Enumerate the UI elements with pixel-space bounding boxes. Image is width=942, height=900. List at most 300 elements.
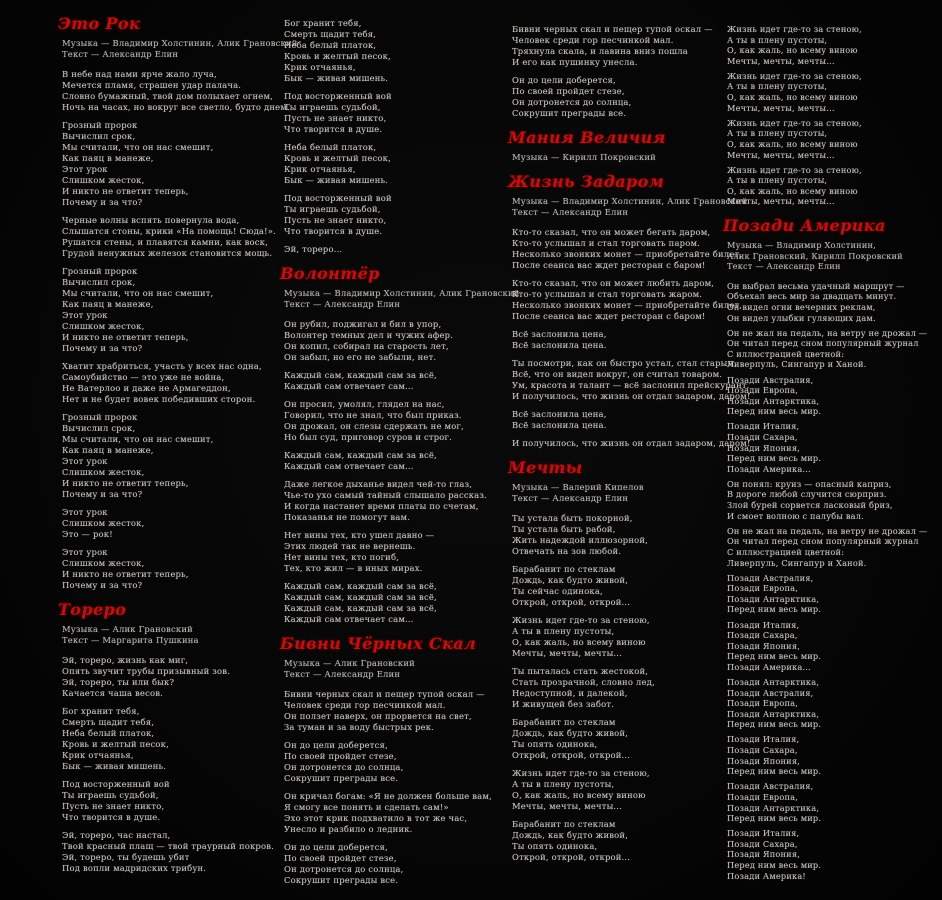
lyric-line: Вычислил срок, [62, 131, 136, 141]
lyric-line: Бог хранит тебя, [62, 706, 140, 716]
stanza [284, 319, 494, 363]
lyric-line: И никто не ответит теперь, [62, 478, 189, 488]
lyric-line: Позади Сахара, [727, 745, 798, 756]
lyric-line: Барабанит по стеклам [512, 717, 616, 727]
lyric-line: Всё заслонила цена, [512, 329, 607, 339]
stanza [62, 361, 272, 405]
lyric-line: Крик отчаянья, [62, 750, 134, 760]
lyric-line: Ты посмотри, как он быстро устал, стал старым, [512, 358, 738, 368]
lyric-line: Мечты, мечты, мечты... [512, 801, 623, 811]
lyric-line: О, как жаль, но всему виною [727, 185, 858, 196]
lyric-line: О, как жаль, но всему виною [727, 92, 858, 103]
stanza [284, 740, 494, 784]
stanza [62, 830, 272, 874]
stanza [727, 573, 937, 615]
lyric-line: Мечты, мечты, мечты... [727, 55, 835, 66]
lyric-line: Открой, открой, открой... [512, 750, 631, 760]
lyric-line: Он забыл, но его не забыли, нет. [284, 352, 437, 362]
lyric-line: Перед ним весь мир. [727, 719, 822, 730]
stanza [284, 450, 494, 472]
lyric-line: О, как жаль, но всему виною [512, 790, 646, 800]
stanza [512, 717, 727, 761]
lyric-line: Этот урок [62, 164, 108, 174]
lyric-line: Перед ним весь мир. [727, 406, 822, 417]
lyric-line: Позади Америка... [727, 661, 811, 672]
lyric-line: Качается чаша весов. [62, 688, 163, 698]
song-credit-line: Музыка — Владимир Холстинин, Алик Грановский [512, 196, 748, 206]
lyric-line: Не Ватерлоо и даже не Армагеддон, [62, 383, 231, 393]
lyric-line: Жизнь идет где-то за стеною, [727, 24, 862, 34]
lyric-line: Позади Япония, [727, 442, 800, 453]
lyric-line: Сокрушит преграды все. [512, 108, 627, 118]
lyric-line: О, как жаль, но всему виною [727, 45, 858, 56]
stanza [727, 421, 937, 474]
lyric-line: Перед ним весь мир. [727, 859, 822, 870]
lyric-line: А ты в плену пустоты, [727, 81, 828, 92]
stanza [512, 819, 727, 863]
lyric-line: Позади Антарктика, [727, 676, 820, 687]
lyric-line: Самоубийство — это уже не война, [62, 372, 225, 382]
stanza [284, 842, 494, 886]
lyric-line: Сокрушит преграды все. [284, 875, 399, 885]
stanza [284, 193, 494, 237]
stanza [284, 581, 494, 625]
stanza [62, 412, 272, 500]
stanza [512, 666, 727, 710]
song-credits [284, 658, 494, 680]
lyric-line: Почему и за что? [62, 343, 143, 353]
lyric-line: Словно бумажный, твой дом полыхает огнем, [62, 91, 274, 101]
lyric-line: После сеанса вас ждет ресторан с баром! [512, 260, 706, 270]
lyric-line: Как паяц в манеже, [62, 153, 154, 163]
lyric-line: Эй, тореро, ты будешь убит [62, 852, 190, 862]
song-credit-line: Текст — Александр Елин [727, 261, 841, 272]
lyrics-column-3 [508, 24, 751, 870]
stanza [284, 142, 494, 186]
lyric-line: Ты опять одинока, [512, 739, 598, 749]
lyric-line: О, как жаль, но всему виною [512, 637, 646, 647]
lyric-line: Он просил, умолял, глядел на нас, [284, 399, 445, 409]
lyric-line: А ты в плену пустоты, [727, 175, 828, 186]
lyric-line: Позади Япония, [727, 640, 800, 651]
stanza [727, 734, 937, 776]
lyric-line: Пусть не знает никто, [284, 113, 387, 123]
stanza [512, 329, 727, 351]
stanza [727, 526, 937, 568]
lyric-line: Этот урок [62, 456, 108, 466]
song-credit-line: Текст — Александр Елин [62, 49, 179, 59]
lyric-line: И когда настанет время платы по счетам, [284, 501, 479, 511]
lyric-line: Каждый сам отвечает сам... [284, 461, 414, 471]
lyric-line: Это — рок! [62, 529, 113, 539]
lyric-line: Дождь, как будто живой, [512, 575, 629, 585]
lyric-line: Мечется пламя, страшен удар палача. [62, 80, 242, 90]
lyric-line: Говорил, что не знал, что был приказ. [284, 410, 462, 420]
song-title: Бивни Чёрных Скал [280, 634, 477, 653]
lyric-line: Что творится в душе. [284, 226, 383, 236]
lyric-line: Ты опять одинока, [512, 841, 598, 851]
lyric-line: Каждый сам, каждый сам за всё, [284, 450, 437, 460]
lyric-line: Кровь и желтый песок, [284, 153, 391, 163]
stanza [727, 165, 937, 207]
lyric-line: Позади Италия, [727, 421, 800, 432]
lyric-line: Слишком жесток, [62, 558, 145, 568]
lyric-line: С иллюстрацией цветной: [727, 546, 845, 557]
song-credit-line: Текст — Александр Елин [284, 669, 401, 679]
lyrics-column-4 [723, 24, 937, 886]
lyric-line: Этот урок [62, 507, 108, 517]
stanza [727, 281, 937, 323]
song-title: Это Рок [58, 14, 141, 33]
lyric-line: Мечты, мечты, мечты... [727, 196, 835, 207]
lyric-line: Позади Италия, [727, 619, 800, 630]
lyric-line: Почему и за что? [62, 197, 143, 207]
lyric-line: Открой, открой, открой... [512, 852, 631, 862]
lyric-line: И никто не ответит теперь, [62, 186, 189, 196]
lyric-line: Чье-то ухо самый тайный слышало рассказ. [284, 490, 487, 500]
lyric-line: Рушатся стены, и плавятся камни, как воск, [62, 237, 268, 247]
lyric-line: Всё, что он видел вокруг, он считал товаром. [512, 369, 723, 379]
lyric-line: Он до цели доберется, [284, 740, 388, 750]
lyric-line: Он ползет наверх, он прорвется на свет, [284, 711, 472, 721]
lyric-line: Что творится в душе. [284, 124, 383, 134]
lyric-line: Этот урок [62, 310, 108, 320]
lyric-line: И смоет волною с палубы вал. [727, 510, 864, 521]
lyric-line: Он дотронется до солнца, [284, 864, 404, 874]
stanza [512, 513, 727, 557]
lyric-line: Вычислил срок, [62, 423, 136, 433]
lyric-line: Мечты, мечты, мечты... [727, 149, 835, 160]
lyric-line: Нет вины тех, кто погиб, [284, 552, 400, 562]
song-credit-line: Музыка — Владимир Холстинин, [727, 240, 876, 250]
stanza [284, 244, 494, 255]
lyric-line: Позади Италия, [727, 828, 800, 839]
stanza [62, 706, 272, 772]
lyric-line: Объехал весь мир за двадцать минут. [727, 291, 897, 302]
lyric-line: Перед ним весь мир. [727, 766, 822, 777]
lyric-line: Ночь на часах, но вокруг все светло, будто днем. [62, 102, 290, 112]
lyric-line: Дождь, как будто живой, [512, 830, 629, 840]
lyric-line: Позади Сахара, [727, 838, 798, 849]
lyric-line: Несколько звонких монет — приобретайте билет, [512, 300, 743, 310]
lyric-line: Жизнь идет где-то за стеною, [727, 117, 862, 128]
lyric-line: По своей пройдет стезе, [284, 751, 397, 761]
stanza [62, 507, 272, 540]
lyric-line: Он понял: круиз — опасный каприз, [727, 478, 892, 489]
lyric-line: Он видел улыбки гуляющих дам. [727, 312, 876, 323]
lyric-line: Позади Антарктика, [727, 802, 820, 813]
lyric-line: Человек среди гор песчинкой мал. [512, 35, 674, 45]
lyric-line: С иллюстрацией цветной: [727, 348, 845, 359]
lyric-line: Кто-то сказал, что он может любить даром, [512, 278, 715, 288]
lyric-line: Он рубил, поджигал и бил в упор, [284, 319, 442, 329]
lyric-line: Жизнь идет где-то за стеною, [727, 164, 862, 175]
lyric-line: Ты играешь судьбой, [62, 790, 159, 800]
lyric-line: Крик отчаянья, [284, 62, 356, 72]
lyric-line: Эй, тореро, жизнь как миг, [62, 655, 189, 665]
lyric-line: Барабанит по стеклам [512, 819, 616, 829]
lyric-line: Неба белый платок, [62, 728, 155, 738]
lyric-line: Черные волны вспять повернула вода, [62, 215, 240, 225]
stanza [512, 564, 727, 608]
lyric-line: Позади Австралия, [727, 572, 814, 583]
lyric-line: Позади Европа, [727, 791, 799, 802]
stanza [512, 75, 727, 119]
stanza [512, 278, 743, 322]
lyric-line: Тряхнула скала, и лавина вниз пошла [512, 46, 688, 56]
lyric-line: Мечты, мечты, мечты... [727, 102, 835, 113]
stanza [62, 547, 272, 591]
lyric-line: О, как жаль, но всему виною [727, 138, 858, 149]
lyric-line: Он дотронется до солнца, [284, 762, 404, 772]
lyric-line: Он до цели доберется, [284, 842, 388, 852]
lyric-line: Отвечать на зов любой. [512, 546, 622, 556]
lyrics-column-1 [58, 12, 298, 881]
stanza [62, 779, 272, 823]
song-credit-line: Текст — Александр Елин [284, 299, 401, 309]
stanza [62, 655, 272, 699]
lyric-line: Жизнь идет где-то за стеною, [727, 70, 862, 81]
lyric-line: Каждый сам, каждый сам за всё, [284, 592, 437, 602]
lyric-line: Он видел огни вечерних реклам, [727, 301, 876, 312]
lyric-line: Открой, открой, открой... [512, 597, 631, 607]
stanza [284, 479, 494, 523]
stanza [284, 399, 494, 443]
stanza [284, 791, 494, 835]
lyric-line: Жизнь идет где-то за стеною, [512, 615, 650, 625]
song-credit-line: Текст — Александр Елин [512, 493, 629, 503]
song-credit-line: Музыка — Алик Грановский [284, 658, 415, 668]
lyric-line: Тех, кто жил — в иных мирах. [284, 563, 423, 573]
lyric-line: Ты устала быть покорной, [512, 513, 633, 523]
lyric-line: Унесло и разбило о ледник. [284, 824, 413, 834]
stanza [727, 328, 937, 370]
lyric-line: Этот урок [62, 547, 108, 557]
lyric-line: Грудой ненужных железок становится мощь. [62, 248, 273, 258]
lyric-line: Позади Австралия, [727, 374, 814, 385]
lyric-line: Нет и не будет вовек победивших сторон. [62, 394, 256, 404]
lyric-line: Позади Антарктика, [727, 395, 820, 406]
lyric-line: Сокрушит преграды все. [284, 773, 399, 783]
lyric-line: Под восторженный вой [284, 91, 392, 101]
lyric-line: Крик отчаянья, [284, 164, 356, 174]
lyric-line: А ты в плену пустоты, [512, 779, 615, 789]
lyric-line: Позади Сахара, [727, 630, 798, 641]
lyric-line: Позади Италия, [727, 734, 800, 745]
lyric-line: Бык — живая мишень. [284, 175, 389, 185]
lyric-line: Каждый сам, каждый сам за всё, [284, 603, 437, 613]
lyric-line: Хватит храбриться, участь у всех нас одна, [62, 361, 262, 371]
lyric-line: Он копил, собирал на старость лет, [284, 341, 449, 351]
lyric-line: Позади Антарктика, [727, 593, 820, 604]
lyric-line: Ум, красота и талант — всё заслонил прейскурант, [512, 380, 750, 390]
stanza [512, 438, 751, 449]
lyric-line: Мы считали, что он нас смешит, [62, 142, 214, 152]
lyric-line: Позади Япония, [727, 849, 800, 860]
lyric-line: Он читал перед сном популярный журнал [727, 536, 919, 547]
stanza [512, 409, 727, 431]
lyric-line: Вычислил срок, [62, 277, 136, 287]
lyric-line: Мечты, мечты, мечты... [512, 648, 623, 658]
song-credit-line: Музыка — Валерий Кипелов [512, 482, 644, 492]
stanza [284, 530, 494, 574]
song-credit-line: Текст — Маргарита Пушкина [62, 635, 199, 645]
lyric-line: А ты в плену пустоты, [727, 128, 828, 139]
lyric-line: Как паяц в манеже, [62, 445, 154, 455]
lyric-line: Он дрожал, он слезы сдержать не мог, [284, 421, 464, 431]
lyric-line: И получилось, что жизнь он отдал задаром, даром! [512, 391, 751, 401]
lyric-line: Бивни черных скал и пещер тупой оскал — [512, 24, 713, 34]
lyric-line: Бык — живая мишень. [284, 73, 389, 83]
song-credit-line: Музыка — Владимир Холстинин, Алик Грановский [62, 38, 298, 48]
stanza [512, 358, 751, 402]
lyric-line: Что творится в душе. [62, 812, 161, 822]
lyric-line: Позади Антарктика, [727, 708, 820, 719]
lyric-line: Кто-то услышал и стал торговать жаром. [512, 289, 703, 299]
song-title: Тореро [58, 600, 127, 619]
song-credit-line: Музыка — Алик Грановский [62, 624, 193, 634]
lyric-line: А ты в плену пустоты, [512, 626, 615, 636]
song-credit-line: Текст — Александр Елин [512, 207, 629, 217]
stanza [727, 71, 937, 113]
lyric-line: Каждый сам, каждый сам за всё, [284, 581, 437, 591]
lyric-line: По своей пройдет стезе, [284, 853, 397, 863]
lyric-line: Всё заслонила цена. [512, 340, 607, 350]
lyric-line: Эй, тореро, час настал, [62, 830, 171, 840]
song-credits [62, 624, 272, 646]
lyric-line: Мы считали, что он нас смешит, [62, 434, 214, 444]
lyric-line: Он кричал богам: «Я не должен больше вам, [284, 791, 492, 801]
lyric-line: Ты пыталась стать жестокой, [512, 666, 649, 676]
lyric-line: Позади Америка! [727, 870, 806, 881]
lyric-line: Позади Европа, [727, 385, 799, 396]
song-title: Мечты [508, 458, 583, 477]
lyric-line: Под восторженный вой [62, 779, 170, 789]
lyric-line: А ты в плену пустоты, [727, 34, 828, 45]
stanza [727, 781, 937, 823]
lyric-line: Перед ним весь мир. [727, 651, 822, 662]
song-credits [512, 196, 748, 218]
stanza [62, 215, 276, 259]
lyric-line: Всё заслонила цена, [512, 409, 607, 419]
song-credits [512, 482, 727, 504]
lyric-line: Каждый сам, каждый сам за всё, [284, 370, 437, 380]
lyric-line: Позади Европа, [727, 698, 799, 709]
lyric-line: Жизнь идет где-то за стеною, [512, 768, 650, 778]
lyric-line: Кто-то услышал и стал торговать паром. [512, 238, 701, 248]
lyric-line: Позади Австралия, [727, 781, 814, 792]
stanza [727, 24, 937, 66]
stanza [727, 677, 937, 730]
stanza [62, 266, 272, 354]
lyric-line: По своей пройдет стезе, [512, 86, 625, 96]
stanza [727, 479, 937, 521]
lyric-line: Он не жал на педаль, на ветру не дрожал — [727, 525, 928, 536]
lyric-line: Бык — живая мишень. [62, 761, 167, 771]
lyric-line: Грозный пророк [62, 266, 138, 276]
lyric-line: Человек среди гор песчинкой мал. [284, 700, 446, 710]
lyric-line: Бог хранит тебя, [284, 18, 362, 28]
stanza [512, 24, 727, 68]
stanza [727, 828, 937, 881]
lyric-line: Он до цели доберется, [512, 75, 616, 85]
lyric-line: Кровь и желтый песок, [284, 51, 391, 61]
lyric-line: В небе над нами ярче жало луча, [62, 69, 217, 79]
lyric-line: Каждый сам отвечает сам... [284, 381, 414, 391]
lyric-line: Жить надеждой иллюзорной, [512, 535, 649, 545]
lyric-line: Слишком жесток, [62, 175, 145, 185]
lyric-line: Ты устала быть рабой, [512, 524, 616, 534]
song-credits [284, 288, 520, 310]
lyrics-column-2 [280, 18, 520, 893]
lyric-line: Он читал перед сном популярный журнал [727, 338, 919, 349]
lyric-line: Позади Япония, [727, 755, 800, 766]
stanza [62, 69, 290, 113]
lyric-line: И живущей без забот. [512, 699, 615, 709]
lyric-line: Неба белый платок, [284, 142, 377, 152]
lyric-line: Этих людей так не вернешь. [284, 541, 416, 551]
lyric-line: Всё заслонила цена. [512, 420, 607, 430]
lyric-line: Мы считали, что он нас смешит, [62, 288, 214, 298]
lyric-line: Но был суд, приговор суров и строг. [284, 432, 452, 442]
lyric-line: И никто не ответит теперь, [62, 569, 189, 579]
song-credits [512, 152, 727, 163]
lyric-line: Показанья не помогут вам. [284, 512, 411, 522]
lyric-line: Грозный пророк [62, 412, 138, 422]
lyric-line: Ты сейчас одинока, [512, 586, 603, 596]
song-title: Жизнь Задаром [508, 172, 665, 191]
lyric-line: Пусть не знает никто, [284, 215, 387, 225]
lyric-line: Я смогу все понять и сделать сам!» [284, 802, 449, 812]
lyric-line: Перед ним весь мир. [727, 813, 822, 824]
song-credit-line: Музыка — Владимир Холстинин, Алик Грановский [284, 288, 520, 298]
song-credits [62, 38, 298, 60]
lyric-line: Грозный пророк [62, 120, 138, 130]
lyric-line: Под вопли мадридских трибун. [62, 863, 207, 873]
song-credit-line: Алик Грановский, Кирилл Покровский [727, 250, 903, 261]
lyric-line: Твой красный плащ — твой траурный покров. [62, 841, 274, 851]
lyric-line: За туман и за воду быстрых рек. [284, 722, 435, 732]
lyric-line: Ты играешь судьбой, [284, 204, 381, 214]
song-title: Волонтёр [280, 264, 380, 283]
lyric-line: Ливерпуль, Сингапур и Ханой. [727, 557, 867, 568]
lyric-line: И никто не ответит теперь, [62, 332, 189, 342]
lyric-line: Ты играешь судьбой, [284, 102, 381, 112]
stanza [284, 370, 494, 392]
lyric-line: И его как пушинку унесла. [512, 57, 638, 67]
lyric-line: Слишком жесток, [62, 467, 145, 477]
lyric-line: Эхо этот крик подхватило в тот же час, [284, 813, 468, 823]
stanza [727, 620, 937, 673]
lyric-line: Почему и за что? [62, 580, 143, 590]
lyric-line: Слишком жесток, [62, 321, 145, 331]
song-title: Мания Величия [508, 128, 666, 147]
lyric-line: Даже легкое дыханье видел чей-то глаз, [284, 479, 473, 489]
stanza [512, 227, 743, 271]
lyric-line: Несколько звонких монет — приобретайте билет, [512, 249, 743, 259]
lyric-line: Перед ним весь мир. [727, 453, 822, 464]
lyric-line: Позади Америка... [727, 463, 811, 474]
song-title: Позади Америка [723, 216, 886, 235]
stanza [512, 615, 727, 659]
lyric-line: И получилось, что жизнь он отдал задаром, даром! [512, 438, 751, 448]
stanza [62, 120, 272, 208]
stanza [727, 375, 937, 417]
lyric-line: Смерть щадит тебя, [284, 29, 377, 39]
lyric-line: Он не жал на педаль, на ветру не дрожал — [727, 327, 928, 338]
lyric-line: Под восторженный вой [284, 193, 392, 203]
lyric-line: Позади Австралия, [727, 687, 814, 698]
